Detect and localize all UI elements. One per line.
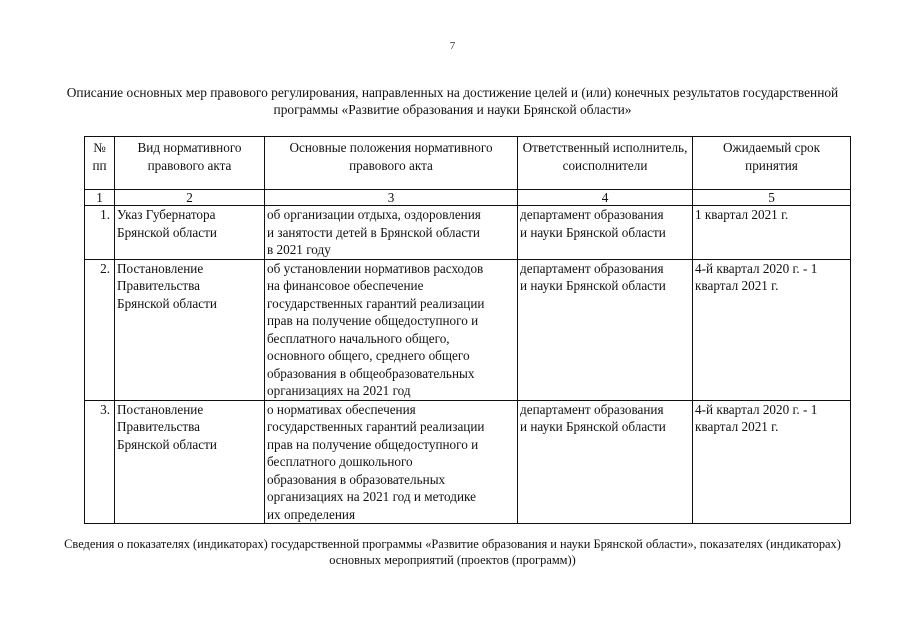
header-number: № пп <box>85 137 115 190</box>
row-number: 2. <box>85 259 115 400</box>
column-number: 2 <box>115 190 265 206</box>
term-cell: 1 квартал 2021 г. <box>693 206 851 260</box>
table-row <box>85 259 851 400</box>
row-number: 3. <box>85 400 115 524</box>
header-executor: Ответственный исполнитель, соисполнители <box>518 137 693 190</box>
term-cell: 4-й квартал 2020 г. - 1 квартал 2021 г. <box>693 259 851 400</box>
executor-cell: департамент образования и науки Брянской области <box>518 259 693 400</box>
content-cell: об установлении нормативов расходов на финансовое обеспечение государственных гарантий реализации прав на получение общедоступного и бесплатного начального общего, основного общего, среднего общего образования в общеобразовательных организациях на 2021 год <box>265 259 518 400</box>
act-type-cell: Указ Губернатора Брянской области <box>115 206 265 260</box>
term-cell: 4-й квартал 2020 г. - 1 квартал 2021 г. <box>693 400 851 524</box>
table-header-row <box>85 137 851 190</box>
row-number: 1. <box>85 206 115 260</box>
column-number: 5 <box>693 190 851 206</box>
column-number-row <box>85 190 851 206</box>
header-act-type: Вид нормативного правового акта <box>115 137 265 190</box>
executor-cell: департамент образования и науки Брянской области <box>518 206 693 260</box>
column-number: 3 <box>265 190 518 206</box>
document-title: Описание основных мер правового регулирования, направленных на достижение целей и (или) конечных результатов государственной программы «Развитие образования и науки Брянской области» <box>66 85 839 117</box>
header-term: Ожидаемый срок принятия <box>693 137 851 190</box>
legal-measures-table <box>84 136 851 524</box>
table-row <box>85 206 851 260</box>
table-row <box>85 400 851 524</box>
header-content: Основные положения нормативного правового акта <box>265 137 518 190</box>
content-cell: о нормативах обеспечения государственных гарантий реализации прав на получение общедоступного и бесплатного дошкольного образования в образовательных организациях на 2021 год и методике их определения <box>265 400 518 524</box>
act-type-cell: Постановление Правительства Брянской области <box>115 400 265 524</box>
page-number: 7 <box>449 40 456 52</box>
content-cell: об организации отдыха, оздоровления и занятости детей в Брянской области в 2021 году <box>265 206 518 260</box>
column-number: 1 <box>85 190 115 206</box>
column-number: 4 <box>518 190 693 206</box>
indicators-footer-text: Сведения о показателях (индикаторах) государственной программы «Развитие образования и науки Брянской области», показателях (индикаторах) основных мероприятий (проектов (программ)) <box>64 537 841 567</box>
executor-cell: департамент образования и науки Брянской области <box>518 400 693 524</box>
act-type-cell: Постановление Правительства Брянской области <box>115 259 265 400</box>
